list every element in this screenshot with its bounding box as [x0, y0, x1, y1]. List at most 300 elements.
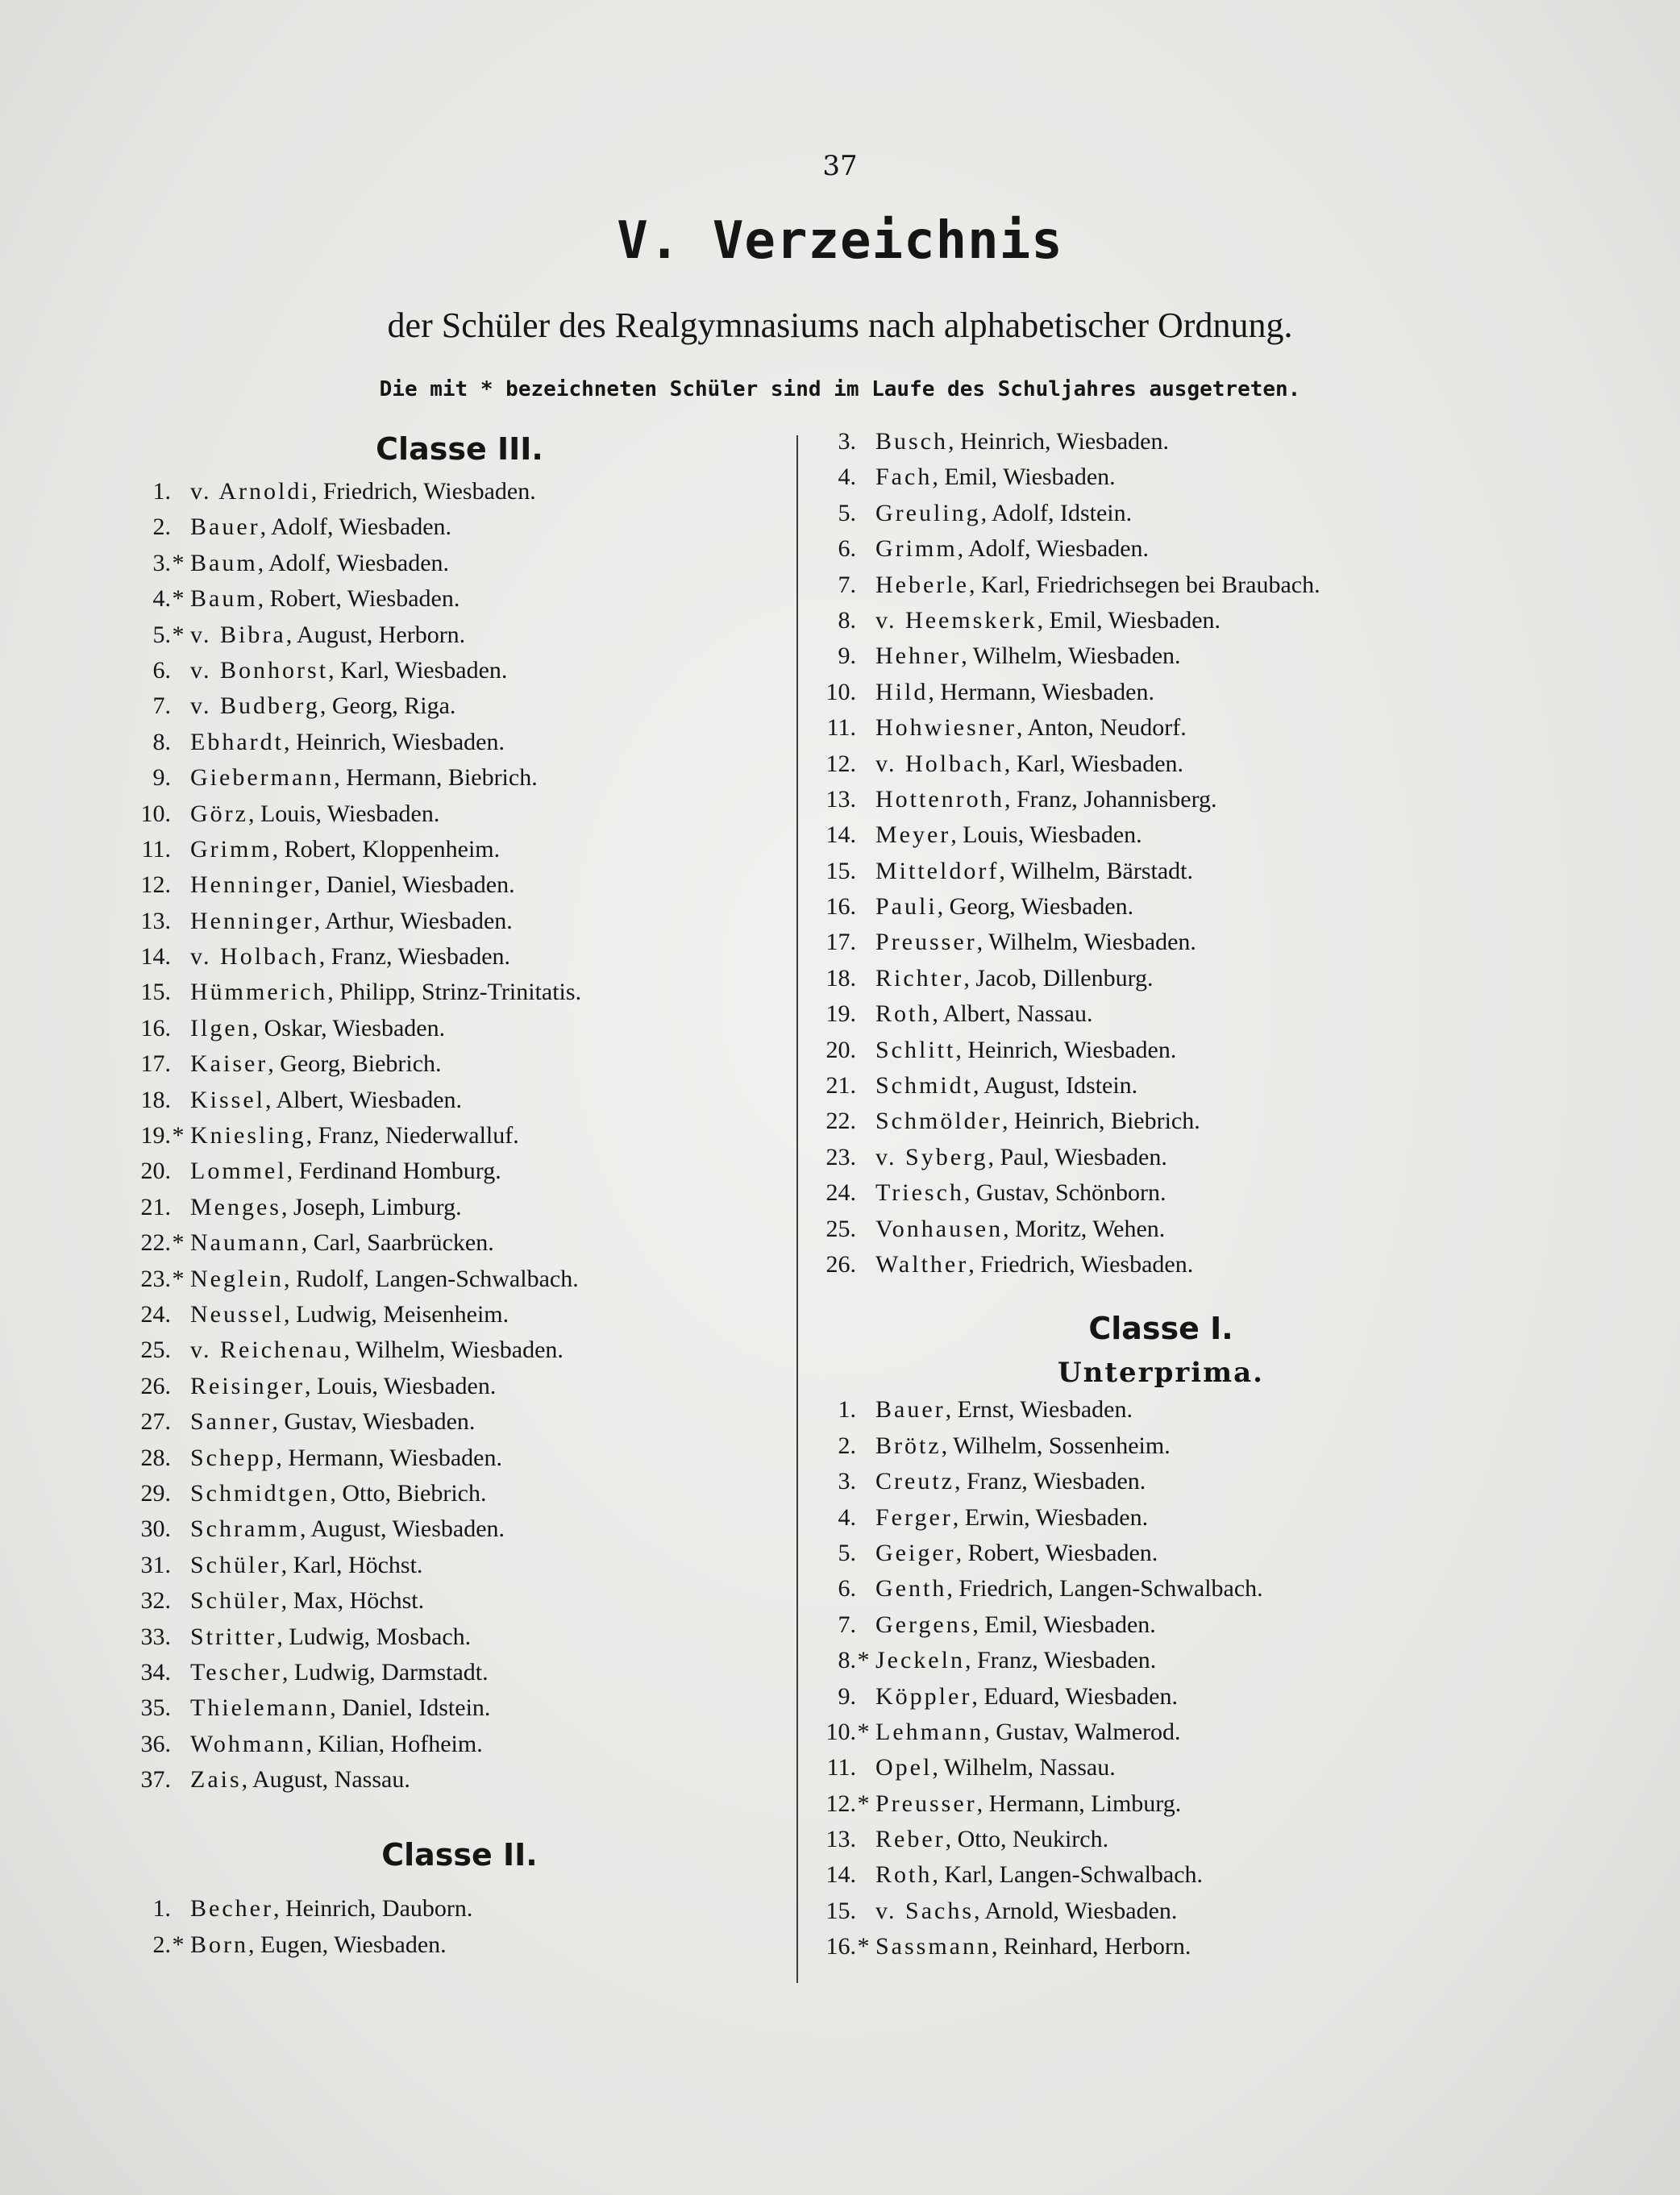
student-surname: Schmölder: [875, 1108, 1002, 1135]
withdrawn-marker: *: [857, 1718, 870, 1745]
student-details: , Heinrich, Biebrich.: [1001, 1108, 1200, 1135]
entry-number: 14.: [825, 821, 856, 849]
student-details: , Friedrich, Wiesbaden.: [968, 1250, 1194, 1278]
entry-number: 23.: [140, 1265, 171, 1292]
list-item: [129, 653, 790, 688]
entry-number: 6.: [152, 656, 171, 684]
entry-number: 3.: [838, 1468, 856, 1495]
list-item: [814, 1571, 1507, 1607]
student-details: , Hermann, Wiesbaden.: [928, 678, 1154, 705]
student-details: , Heinrich, Wiesbaden.: [955, 1036, 1177, 1063]
student-details: , Adolf, Wiesbaden.: [257, 549, 450, 576]
student-details: , Adolf, Wiesbaden.: [260, 513, 452, 541]
entry-number: 18.: [825, 964, 856, 991]
entry-number: 12.: [140, 871, 171, 899]
student-details: , Reinhard, Herborn.: [992, 1933, 1191, 1960]
entry-number: 35.: [140, 1694, 171, 1722]
entry-number: 16.: [825, 893, 856, 921]
entry-number: 31.: [140, 1551, 171, 1578]
student-surname: v. Budberg: [190, 692, 320, 720]
entry-number: 9.: [838, 1682, 856, 1710]
student-surname: Hehner: [875, 642, 962, 670]
student-surname: v. Holbach: [875, 750, 1004, 777]
student-surname: Schramm: [190, 1515, 300, 1543]
student-surname: Neglein: [190, 1265, 284, 1292]
list-item: [814, 1929, 1507, 1964]
student-details: , Georg, Wiesbaden.: [937, 893, 1134, 921]
entry-number: 11.: [826, 1754, 856, 1781]
entry-number: 14.: [825, 1861, 856, 1889]
student-surname: Roth: [875, 1000, 933, 1028]
list-item: [814, 1536, 1507, 1571]
student-surname: Richter: [875, 964, 964, 991]
student-details: , August, Idstein.: [973, 1072, 1138, 1100]
student-surname: Henninger: [190, 907, 314, 934]
withdrawn-marker: *: [172, 1122, 185, 1149]
student-details: , Franz, Wiesbaden.: [964, 1647, 1157, 1674]
student-details: , Emil, Wiesbaden.: [972, 1611, 1156, 1638]
entry-number: 4.: [152, 585, 171, 613]
list-item: [814, 424, 1507, 459]
student-surname: Born: [190, 1931, 248, 1958]
student-surname: Schepp: [190, 1444, 277, 1471]
list-item: [129, 796, 790, 832]
entry-number: 12.: [825, 750, 856, 777]
list-item: [129, 1727, 790, 1762]
withdrawn-marker: *: [857, 1933, 870, 1960]
entry-number: 10.: [825, 678, 856, 705]
list-item: [129, 1046, 790, 1082]
student-surname: Stritter: [190, 1623, 277, 1650]
withdrawn-marker: *: [857, 1647, 870, 1674]
student-surname: Creutz: [875, 1468, 954, 1495]
student-surname: Preusser: [875, 1790, 977, 1817]
entry-number: 36.: [140, 1730, 171, 1757]
list-item: [129, 1690, 790, 1726]
student-surname: Baum: [190, 585, 258, 613]
student-surname: Reber: [875, 1826, 946, 1853]
student-details: , Gustav, Wiesbaden.: [272, 1408, 476, 1436]
entry-number: 2.: [152, 513, 171, 541]
list-item: [129, 1332, 790, 1368]
student-details: , Albert, Nassau.: [932, 1000, 1093, 1028]
list-item: [129, 688, 790, 724]
list-item: [814, 746, 1507, 782]
entry-number: 24.: [140, 1300, 171, 1328]
student-surname: Lommel: [190, 1158, 287, 1185]
list-item: [814, 459, 1507, 495]
entry-number: 19.: [140, 1122, 171, 1149]
entry-number: 2.: [152, 1931, 171, 1958]
entry-number: 37.: [140, 1766, 171, 1794]
student-surname: Kniesling: [190, 1122, 306, 1149]
student-surname: Thielemann: [190, 1694, 331, 1722]
list-item: [814, 889, 1507, 925]
list-item: [129, 1655, 790, 1690]
class-heading: Classe I.: [1088, 1311, 1233, 1347]
withdrawn-marker: *: [172, 621, 185, 648]
student-details: , Karl, Langen-Schwalbach.: [932, 1861, 1204, 1889]
entry-number: 24.: [825, 1179, 856, 1207]
list-item: [814, 496, 1507, 531]
entry-number: 7.: [838, 1611, 856, 1638]
entry-number: 21.: [825, 1072, 856, 1100]
list-item: [814, 567, 1507, 603]
student-surname: Schüler: [190, 1551, 281, 1578]
class-heading: Classe III.: [376, 431, 543, 467]
list-item: [814, 1212, 1507, 1247]
list-item: [129, 939, 790, 975]
entry-number: 32.: [140, 1587, 171, 1615]
entry-number: 15.: [825, 1897, 856, 1924]
student-surname: Fach: [875, 464, 933, 491]
list-item: [129, 832, 790, 867]
student-details: , Eduard, Wiesbaden.: [971, 1682, 1178, 1710]
withdrawn-marker: *: [172, 585, 185, 613]
student-details: , Heinrich, Wiesbaden.: [283, 728, 505, 755]
entry-number: 5.: [838, 499, 856, 526]
entry-number: 18.: [140, 1086, 171, 1113]
list-item: [129, 1297, 790, 1332]
list-item: [814, 1104, 1507, 1139]
student-details: , Wilhelm, Nassau.: [932, 1754, 1116, 1781]
list-item: [814, 1857, 1507, 1893]
student-details: , Friedrich, Langen-Schwalbach.: [946, 1575, 1263, 1603]
student-surname: Reisinger: [190, 1372, 305, 1399]
student-surname: v. Bibra: [190, 621, 286, 648]
student-surname: Vonhausen: [875, 1215, 1004, 1242]
student-details: , Wilhelm, Wiesbaden.: [961, 642, 1181, 670]
list-item: [814, 996, 1507, 1032]
student-surname: Schmidt: [875, 1072, 974, 1100]
student-surname: Tescher: [190, 1658, 282, 1686]
entry-number: 17.: [140, 1050, 171, 1078]
entry-number: 20.: [825, 1036, 856, 1063]
student-details: , Gustav, Schönborn.: [963, 1179, 1166, 1207]
entry-number: 7.: [152, 692, 171, 720]
list-item: [814, 531, 1507, 567]
student-surname: v. Bonhorst: [190, 656, 329, 684]
list-item: [814, 710, 1507, 746]
list-item: [129, 1190, 790, 1225]
entry-number: 5.: [838, 1539, 856, 1566]
student-surname: Schlitt: [875, 1036, 956, 1063]
list-item: [129, 725, 790, 760]
student-list: [129, 474, 790, 1798]
student-surname: Hottenroth: [875, 785, 1004, 813]
student-details: , Oskar, Wiesbaden.: [252, 1014, 446, 1041]
student-details: , Georg, Biebrich.: [268, 1050, 442, 1078]
entry-number: 11.: [826, 714, 856, 742]
list-item: [129, 1118, 790, 1154]
student-surname: Walther: [875, 1250, 969, 1278]
entry-number: 25.: [825, 1215, 856, 1242]
student-surname: Sassmann: [875, 1933, 992, 1960]
student-details: , Franz, Niederwalluf.: [306, 1122, 519, 1149]
list-item: [814, 1607, 1507, 1643]
student-surname: v. Holbach: [190, 943, 319, 971]
student-details: , Rudolf, Langen-Schwalbach.: [283, 1265, 579, 1292]
student-details: , Karl, Höchst.: [281, 1551, 423, 1578]
student-surname: Opel: [875, 1754, 933, 1781]
list-item: [129, 581, 790, 617]
student-details: , Max, Höchst.: [281, 1587, 425, 1615]
withdrawn-marker: *: [172, 1265, 185, 1292]
student-surname: Grimm: [190, 835, 272, 863]
student-details: , August, Wiesbaden.: [299, 1515, 505, 1543]
entry-number: 4.: [838, 464, 856, 491]
student-surname: Wohmann: [190, 1730, 306, 1757]
entry-number: 25.: [140, 1337, 171, 1364]
student-surname: Becher: [190, 1895, 273, 1923]
column-divider: [796, 435, 798, 1983]
list-item: [814, 1068, 1507, 1104]
student-details: , Otto, Biebrich.: [330, 1479, 487, 1507]
entry-number: 26.: [140, 1372, 171, 1399]
student-details: , Georg, Riga.: [319, 692, 456, 720]
student-surname: Meyer: [875, 821, 951, 849]
student-details: , Friedrich, Wiesbaden.: [310, 478, 536, 505]
list-item: [129, 1619, 790, 1655]
student-surname: Zais: [190, 1766, 242, 1794]
student-surname: Ilgen: [190, 1014, 252, 1041]
student-surname: Brötz: [875, 1432, 942, 1459]
student-details: , Wilhelm, Wiesbaden.: [976, 929, 1196, 956]
student-surname: Menges: [190, 1193, 281, 1220]
list-item: [814, 1140, 1507, 1175]
entry-number: 9.: [838, 642, 856, 670]
student-surname: Lehmann: [875, 1718, 984, 1745]
student-surname: Ferger: [875, 1503, 953, 1531]
entry-number: 2.: [838, 1432, 856, 1459]
entry-number: 13.: [825, 785, 856, 813]
page-title: V. Verzeichnis: [617, 211, 1063, 271]
right-column: [814, 424, 1507, 1965]
list-item: [814, 1643, 1507, 1678]
student-details: , Joseph, Limburg.: [281, 1193, 462, 1220]
student-details: , Carl, Saarbrücken.: [301, 1229, 494, 1257]
student-details: , Robert, Kloppenheim.: [272, 835, 501, 863]
student-details: , Daniel, Idstein.: [330, 1694, 491, 1722]
student-surname: Geiger: [875, 1539, 956, 1566]
class-heading: Classe II.: [381, 1837, 538, 1873]
list-item: [814, 1750, 1507, 1786]
student-details: , Heinrich, Wiesbaden.: [948, 428, 1169, 455]
entry-number: 22.: [825, 1108, 856, 1135]
withdrawn-marker: *: [172, 549, 185, 576]
list-item: [814, 854, 1507, 889]
student-surname: Roth: [875, 1861, 933, 1889]
list-item: [129, 904, 790, 939]
student-details: , Wilhelm, Bärstadt.: [999, 857, 1194, 884]
student-details: , Franz, Wiesbaden.: [318, 943, 511, 971]
student-surname: v. Arnoldi: [190, 478, 311, 505]
entry-number: 20.: [140, 1158, 171, 1185]
student-surname: Jeckeln: [875, 1647, 965, 1674]
student-details: , Anton, Neudorf.: [1016, 714, 1187, 742]
student-surname: v. Sachs: [875, 1897, 975, 1924]
student-surname: Schüler: [190, 1587, 281, 1615]
list-item: [814, 1033, 1507, 1068]
list-item: [129, 975, 790, 1010]
student-surname: Schmidtgen: [190, 1479, 331, 1507]
entry-number: 16.: [825, 1933, 856, 1960]
student-surname: Kaiser: [190, 1050, 268, 1078]
student-surname: Gergens: [875, 1611, 973, 1638]
student-details: , Karl, Wiesbaden.: [1004, 750, 1184, 777]
list-item: [129, 760, 790, 796]
page-subtitle: der Schüler des Realgymnasiums nach alphabetischer Ordnung.: [387, 306, 1293, 345]
student-details: , Kilian, Hofheim.: [306, 1730, 483, 1757]
student-details: , Ludwig, Mosbach.: [277, 1623, 472, 1650]
list-item: [129, 867, 790, 903]
entry-number: 16.: [140, 1014, 171, 1041]
list-item: [129, 617, 790, 653]
list-item: [814, 1175, 1507, 1211]
list-item: [814, 1822, 1507, 1857]
student-surname: Sanner: [190, 1408, 272, 1436]
student-details: , Wilhelm, Wiesbaden.: [343, 1337, 563, 1364]
student-details: , Ernst, Wiesbaden.: [945, 1396, 1133, 1424]
list-item: [814, 1428, 1507, 1464]
withdrawn-marker: *: [172, 1229, 185, 1257]
student-details: , Otto, Neukirch.: [945, 1826, 1109, 1853]
student-surname: Preusser: [875, 929, 977, 956]
entry-number: 13.: [825, 1826, 856, 1853]
student-details: , Arnold, Wiesbaden.: [974, 1897, 1178, 1924]
entry-number: 1.: [152, 1895, 171, 1923]
student-details: , Ludwig, Meisenheim.: [283, 1300, 509, 1328]
list-item: [814, 638, 1507, 674]
student-surname: Heberle: [875, 571, 969, 598]
list-item: [814, 1894, 1507, 1929]
entry-number: 15.: [140, 979, 171, 1006]
student-surname: v. Reichenau: [190, 1337, 344, 1364]
student-details: , Hermann, Limburg.: [976, 1790, 1182, 1817]
entry-number: 30.: [140, 1515, 171, 1543]
withdrawal-note: Die mit * bezeichneten Schüler sind im Laufe des Schuljahres ausgetreten.: [379, 377, 1301, 401]
list-item: [129, 1262, 790, 1297]
student-surname: v. Heemskerk: [875, 606, 1038, 634]
entry-number: 15.: [825, 857, 856, 884]
entry-number: 21.: [140, 1193, 171, 1220]
list-item: [129, 1154, 790, 1189]
student-details: , Arthur, Wiesbaden.: [314, 907, 513, 934]
list-item: [814, 925, 1507, 960]
entry-number: 10.: [825, 1718, 856, 1745]
list-item: [814, 1247, 1507, 1282]
list-item: [129, 1011, 790, 1046]
student-surname: Hümmerich: [190, 979, 328, 1006]
entry-number: 7.: [838, 571, 856, 598]
student-surname: v. Syberg: [875, 1143, 988, 1170]
student-details: , Jacob, Dillenburg.: [963, 964, 1154, 991]
list-item: [129, 1083, 790, 1118]
entry-number: 33.: [140, 1623, 171, 1650]
entry-number: 19.: [825, 1000, 856, 1028]
list-item: [129, 1369, 790, 1404]
left-column: [129, 424, 790, 1963]
student-details: , Louis, Wiesbaden.: [304, 1372, 497, 1399]
student-details: , Robert, Wiesbaden.: [955, 1539, 1158, 1566]
page-number: 37: [822, 150, 858, 182]
list-item: [129, 1891, 790, 1927]
entry-number: 34.: [140, 1658, 171, 1686]
list-item: [129, 1583, 790, 1619]
entry-number: 3.: [838, 428, 856, 455]
entry-number: 23.: [825, 1143, 856, 1170]
list-item: [129, 1476, 790, 1511]
student-surname: Ebhardt: [190, 728, 284, 755]
student-details: , Robert, Wiesbaden.: [257, 585, 460, 613]
student-details: , Albert, Wiesbaden.: [265, 1086, 463, 1113]
list-item: [814, 603, 1507, 638]
entry-number: 4.: [838, 1503, 856, 1531]
list-item: [814, 1500, 1507, 1536]
student-surname: Mitteldorf: [875, 857, 1000, 884]
list-item: [129, 1927, 790, 1963]
entry-number: 8.: [838, 1647, 856, 1674]
student-surname: Bauer: [875, 1396, 946, 1424]
list-item: [814, 1464, 1507, 1499]
entry-number: 22.: [140, 1229, 171, 1257]
student-surname: Pauli: [875, 893, 938, 921]
list-item: [814, 961, 1507, 996]
list-item: [129, 546, 790, 581]
student-details: , Paul, Wiesbaden.: [988, 1143, 1167, 1170]
student-surname: Busch: [875, 428, 948, 455]
list-item: [814, 1715, 1507, 1750]
entry-number: 8.: [152, 728, 171, 755]
entry-number: 27.: [140, 1408, 171, 1436]
student-surname: Triesch: [875, 1179, 964, 1207]
student-details: , Franz, Wiesbaden.: [954, 1468, 1146, 1495]
student-details: , Philipp, Strinz-Trinitatis.: [327, 979, 582, 1006]
student-details: , Louis, Wiesbaden.: [950, 821, 1142, 849]
entry-number: 8.: [838, 606, 856, 634]
list-item: [129, 509, 790, 545]
student-details: , Louis, Wiesbaden.: [247, 800, 440, 827]
student-details: , Adolf, Idstein.: [980, 499, 1133, 526]
entry-number: 26.: [825, 1250, 856, 1278]
student-details: , August, Herborn.: [285, 621, 466, 648]
student-surname: Giebermann: [190, 764, 335, 792]
list-item: [129, 1440, 790, 1476]
list-item: [814, 817, 1507, 853]
entry-number: 5.: [152, 621, 171, 648]
withdrawn-marker: *: [172, 1931, 185, 1958]
entry-number: 17.: [825, 929, 856, 956]
list-item: [814, 1679, 1507, 1715]
entry-number: 6.: [838, 535, 856, 563]
student-surname: Kissel: [190, 1086, 265, 1113]
list-item: [129, 1548, 790, 1583]
entry-number: 10.: [140, 800, 171, 827]
entry-number: 3.: [152, 549, 171, 576]
entry-number: 6.: [838, 1575, 856, 1603]
withdrawn-marker: *: [857, 1790, 870, 1817]
student-surname: Köppler: [875, 1682, 972, 1710]
student-details: , Ferdinand Homburg.: [286, 1158, 501, 1185]
entry-number: 29.: [140, 1479, 171, 1507]
student-details: , Moritz, Wehen.: [1003, 1215, 1166, 1242]
student-surname: Genth: [875, 1575, 947, 1603]
student-surname: Görz: [190, 800, 248, 827]
student-details: , Daniel, Wiesbaden.: [314, 871, 515, 899]
list-item: [129, 474, 790, 509]
list-item: [814, 782, 1507, 817]
entry-number: 14.: [140, 943, 171, 971]
